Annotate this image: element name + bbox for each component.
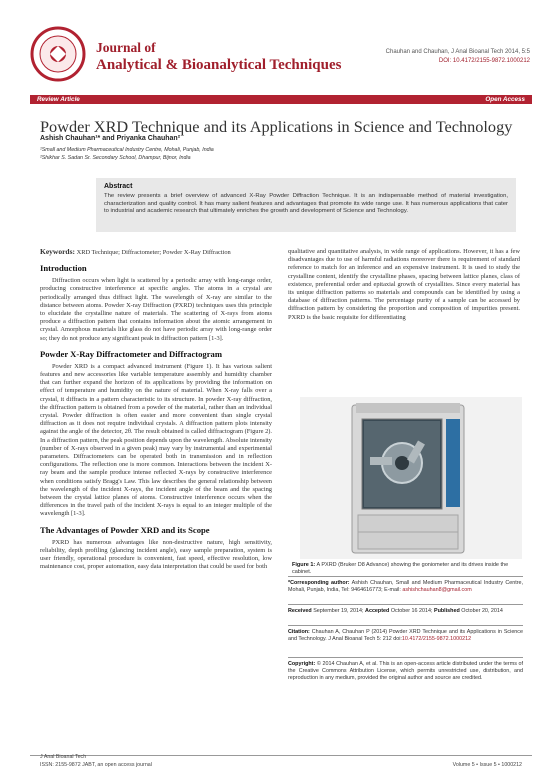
accepted-label: Accepted <box>365 608 390 614</box>
published-date: October 20, 2014 <box>461 608 503 614</box>
journal-logo-icon <box>30 26 86 82</box>
received-label: Received <box>288 608 312 614</box>
section-heading-introduction: Introduction <box>40 263 87 274</box>
section-heading-pxrd: Powder X-Ray Diffractometer and Diffractogram <box>40 348 223 359</box>
article-type-banner <box>30 95 532 104</box>
corresponding-author-text: Ashish Chauhan, Small and Medium Pharmaceutical Industry Centre, Mohali, Punjab, India, Tel: 9464616773; E-mail: <box>288 580 523 594</box>
affiliation-1: ¹Small and Medium Pharmaceutical Industry Centre, Mohali, Punjab, India <box>40 147 214 153</box>
citation-text: Chauhan A, Chauhan P (2014) Powder XRD Technique and its Applications in Science and Technology. J Anal Bioanal Tech 5: 212 doi: <box>288 629 524 643</box>
citation-doi-link[interactable]: 10.4172/2155-9872.1000212 <box>401 636 472 643</box>
citation-label: Citation: <box>288 629 310 635</box>
footer-journal-info <box>40 753 152 769</box>
header-doi-link[interactable]: DOI: 10.4172/2155-9872.1000212 <box>438 58 530 64</box>
received-dates <box>288 608 523 615</box>
footer-journal: J Anal Bioanal Tech <box>40 754 87 760</box>
journal-name <box>96 40 341 74</box>
article-type-label: Review Article <box>37 96 80 103</box>
info-separator-3 <box>288 625 523 626</box>
abstract-heading: Abstract <box>104 183 133 190</box>
copyright-block <box>288 661 523 682</box>
corresponding-author <box>288 580 523 594</box>
figure-1-caption-text: A PXRD (Bruker D8 Advance) showing the goniometer and its drives inside the cabinet. <box>292 562 509 575</box>
open-access-label: Open Access <box>485 96 525 103</box>
keywords-text: XRD Technique; Diffractometer; Powder X-Ray Diffraction <box>76 249 231 256</box>
advantages-text: PXRD has numerous advantages like non-destructive nature, high sensitivity, reliability, depth profiling (glancing incident angle), easy sample preparation, system is user friendly, operational procedure is convenient, fast speed, effective resolution, low maintenance cost, proper automation, easy data interpretation that could be used for both <box>40 538 272 571</box>
info-separator-4 <box>288 657 523 658</box>
left-column <box>40 248 272 578</box>
citation-block <box>288 629 523 643</box>
footer-volume: Volume 5 • Issue 5 • 1000212 <box>452 762 522 768</box>
corresponding-author-label: *Corresponding author: <box>288 580 350 586</box>
journal-name-line2: Analytical & Bioanalytical Techniques <box>96 57 342 73</box>
introduction-text: Diffraction occurs when light is scattered by a periodic array with long-range order, producing constructive interference at specific angles. The atoms in a crystal are periodically arranged thus diffract light. The wavelength of X-ray are similar to the distance between atoms. Powder X-ray Diffraction (PXRD) techniques uses this principle to elucidate the crystalline nature of materials. The scattering of X-rays from atoms produce a diffraction pattern that contains information about the atomic arrangement in crystal. Amorphous materials like glass do not have periodic array with long-range order so; they do not produce any significant peak in diffraction pattern [1-3]. <box>40 277 272 342</box>
right-column-text: qualitative and quantitative analysis, in wide range of applications. However, it has a few disadvantages due to use of harmful radiations moreover there is requirement of standard reference to match for an inference and an expensive instrument. It is used to study the crystalline content, identify the crystalline phases, spacing between lattice planes, class of existence, preferential order and epitaxial growth of crystallites. Since every material has its unique diffraction patterns so materials and compounds can be identified by using a database of diffraction patterns. The percentage purity of a sample can be accessed by diffraction pattern by considering the proportion and composition of impurities present. PXRD is the basic requisite for differentiating <box>288 248 520 321</box>
corresponding-author-email[interactable]: ashishchauhan8@gmail.com <box>402 587 472 594</box>
header-citation-text: Chauhan and Chauhan, J Anal Bioanal Tech 2014, 5:5 <box>385 49 530 55</box>
figure-1-caption <box>292 562 522 576</box>
pxrd-text: Powder XRD is a compact advanced instrument (Figure 1). It has various salient features and new accessories like variable temperature assembly and humidity chamber that can further expand the horizon of its applications by providing the information on effect of temperature and humidity on the nature of material. When X-ray falls over a crystal, it diffracts in a pattern characteristic to its structure. In powder X-ray diffraction, the diffraction pattern is obtained from a powder of the material, rather than an individual crystal. Powder diffraction is often easier and more convenient than single crystal diffraction as it does not require individual crystals. A diffraction pattern plots intensity against the angle of the detector, 2θ. The result obtained is called diffractogram (Figure 2). In a diffraction pattern, the peak position depends upon the wavelength. Absolute intensity (number of X-rays observed in a given peak) may vary by instrumental and experimental parameters. Diffractometers can be operated both in transmission and in reflection configurations. The reflection one is more common. Interactions between the incident X-ray beam and the sample produce intense reflected X-rays by constructive interference when conditions satisfy Bragg's Law. This law describes the general relationship between the wavelength of the incident X-rays, the incident angle of the beam and the spacing between the crystal lattice planes of atoms. Constructive interference occurs when the differences in the travel path of the incident X-rays is equal to an integer multiple of the wavelength [1-3]. <box>40 362 272 518</box>
keywords <box>40 248 272 257</box>
footer-issn: ISSN: 2155-9872 JABT, an open access journal <box>40 762 152 768</box>
journal-name-line1: Journal of <box>96 40 156 55</box>
keywords-label: Keywords: <box>40 247 75 256</box>
copyright-text: © 2014 Chauhan A, et al. This is an open-access article distributed under the terms of the Creative Commons Attribution License, which permits unrestricted use, distribution, and reproduction in any medium, provided the original author and source are credited. <box>288 661 524 682</box>
section-heading-advantages: The Advantages of Powder XRD and its Scope <box>40 524 210 535</box>
figure-1-label: Figure 1: <box>292 562 316 568</box>
published-label: Published <box>434 608 460 614</box>
right-column <box>288 248 520 328</box>
abstract-box <box>96 178 516 232</box>
figure-1-diffractometer-image <box>300 397 522 559</box>
copyright-label: Copyright: <box>288 661 316 667</box>
header-citation <box>386 48 530 66</box>
info-separator-2 <box>288 604 523 605</box>
accepted-date: October 16 2014; <box>390 608 433 614</box>
received-date: September 19, 2014; <box>313 608 364 614</box>
abstract-text: The review presents a brief overview of advanced X-Ray Powder Diffraction Technique. It is an indispensable method of material investigation, characterization and quality control. It has many salient features and advantages that promote its wide range use. It has numerous applications that cater to industrial and academic research that ultimately enriches the growth and development of Science and Technology. <box>104 193 508 214</box>
affiliation-2: ²Shikhar S. Sadan Sr. Secondary School, Dhampur, Bijnor, India <box>40 155 191 161</box>
info-separator-1 <box>288 576 523 577</box>
article-authors: Ashish Chauhan¹* and Priyanka Chauhan² <box>40 135 181 142</box>
article-title: Powder XRD Technique and its Applications in Science and Technology <box>40 117 513 136</box>
